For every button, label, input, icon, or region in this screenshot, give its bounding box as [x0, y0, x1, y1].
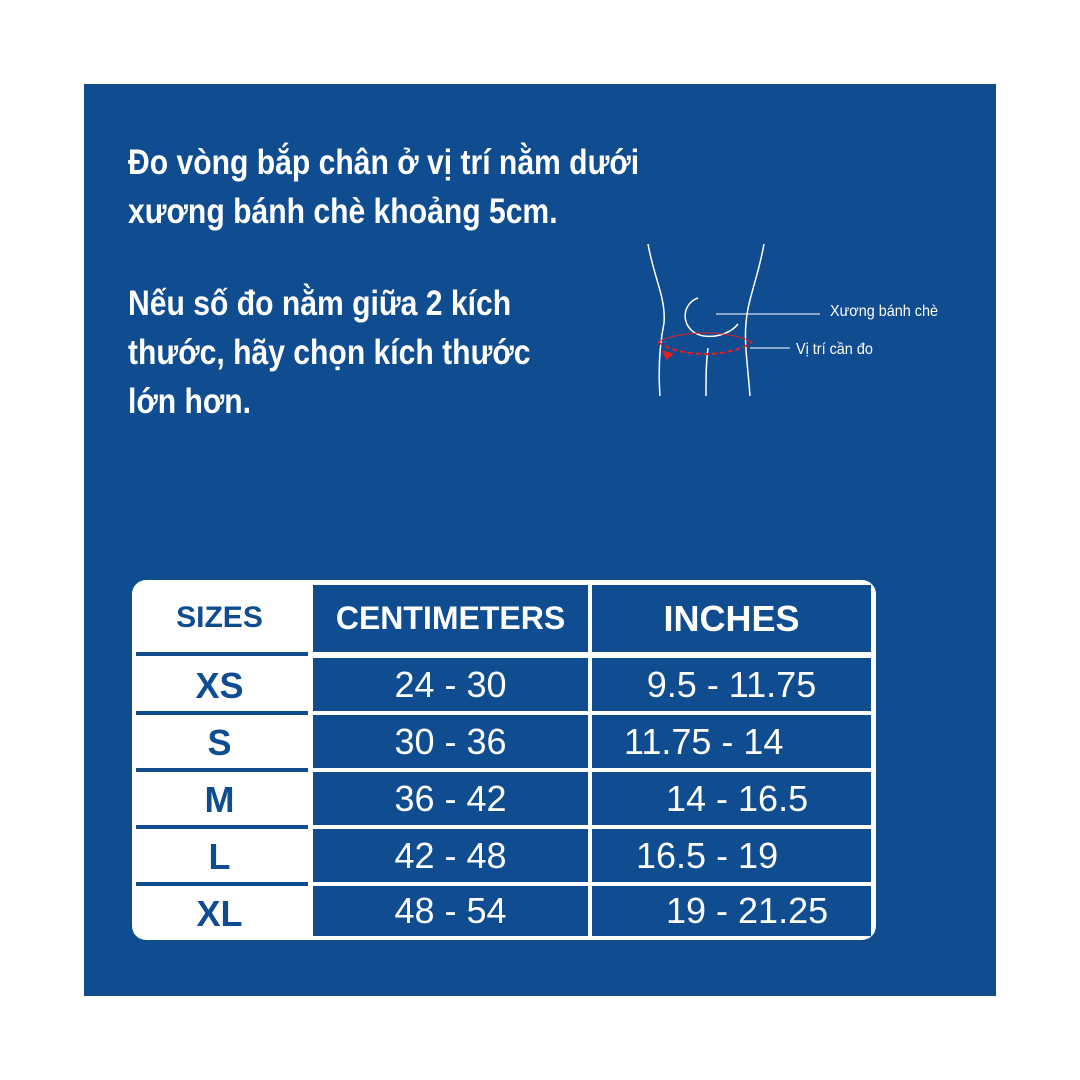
- size-l: L: [208, 835, 231, 877]
- inches-m: 14 - 16.5: [592, 772, 871, 825]
- instruction-line-3: Nếu số đo nằm giữa 2 kích: [128, 284, 512, 323]
- inches-xl: 19 - 21.25: [592, 886, 871, 936]
- inches-s: 11.75 - 14: [592, 715, 871, 768]
- instruction-line-5: lớn hơn.: [128, 382, 252, 421]
- measurement-instructions: [128, 138, 639, 426]
- instruction-line-2: xương bánh chè khoảng 5cm.: [128, 192, 558, 231]
- instruction-line-4: thước, hãy chọn kích thước: [128, 333, 531, 372]
- inches-l: 16.5 - 19: [592, 829, 871, 882]
- size-xs: XS: [195, 664, 244, 706]
- sizes-header: SIZES: [176, 601, 263, 634]
- inches-header: INCHES: [592, 585, 871, 652]
- size-chart-table: [132, 580, 876, 940]
- inches-xs: 9.5 - 11.75: [592, 658, 871, 711]
- cm-xl: 48 - 54: [313, 886, 588, 936]
- knee-illustration: [630, 238, 990, 408]
- measurement-position-label: Vị trí cần đo: [796, 341, 873, 358]
- cm-l: 42 - 48: [313, 829, 588, 882]
- knee-diagram: [630, 238, 990, 408]
- size-m: M: [204, 778, 235, 820]
- cm-s: 30 - 36: [313, 715, 588, 768]
- size-xl: XL: [196, 892, 243, 934]
- instruction-line-1: Đo vòng bắp chân ở vị trí nằm dưới: [128, 143, 640, 182]
- size-s: S: [207, 721, 232, 763]
- centimeters-header: CENTIMETERS: [313, 585, 588, 652]
- cm-m: 36 - 42: [313, 772, 588, 825]
- cm-xs: 24 - 30: [313, 658, 588, 711]
- divider: [136, 652, 308, 656]
- kneecap-label: Xương bánh chè: [830, 303, 938, 320]
